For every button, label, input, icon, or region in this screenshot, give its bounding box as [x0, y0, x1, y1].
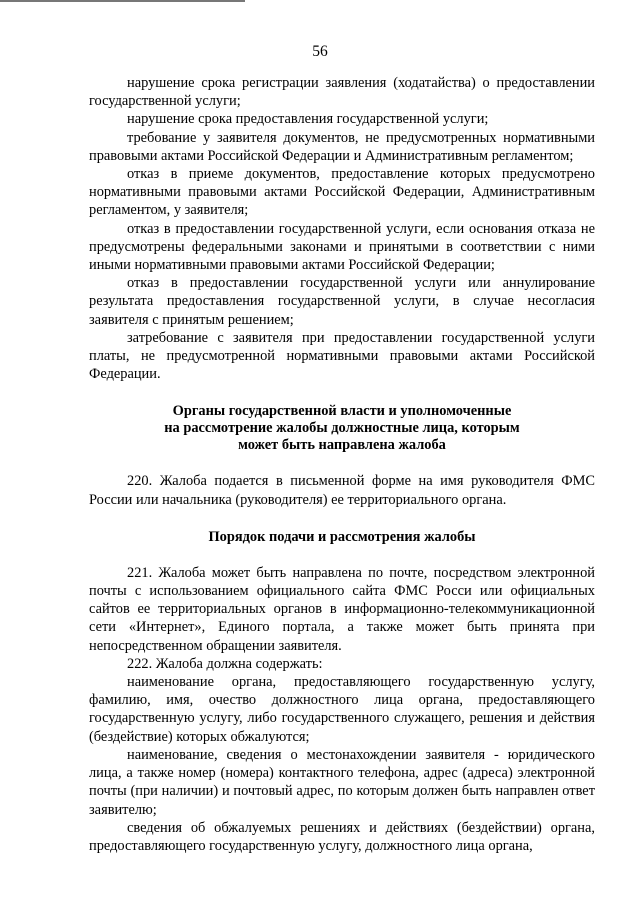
paragraph: наименование органа, предоставляющего государственную услугу, фамилию, имя, очество должностного лица органа, предоставляющего государственную услугу, либо государственного служащего, решения и действия (бездействие) которых обжалуются;	[89, 674, 595, 745]
paragraph: затребование с заявителя при предоставлении государственной услуги платы, не предусмотренной нормативными правовыми актами Российской Федерации.	[89, 329, 595, 383]
paragraph: отказ в приеме документов, предоставление которых предусмотрено нормативными правовыми актами Российской Федерации, Административным регламентом, у заявителя;	[89, 166, 595, 219]
paragraph: отказ в предоставлении государственной услуги, если основания отказа не предусмотрены федеральными законами и принятыми в соответствии с ними иными нормативными правовыми актами Российской Федерации;	[89, 220, 595, 274]
section-heading-complaint-recipients	[89, 403, 595, 454]
heading-line: может быть направлена жалоба	[238, 437, 446, 454]
paragraph: отказ в предоставлении государственной услуги или аннулирование результата предоставления государственной услуги, в случае несогласия заявителя с принятым решением;	[89, 275, 595, 328]
heading-line: на рассмотрение жалобы должностные лица, которым	[164, 420, 520, 437]
page-number: 56	[312, 43, 328, 60]
paragraph: наименование, сведения о местонахождении заявителя - юридического лица, а также номер (номера) контактного телефона, адрес (адреса) электронной почты (при наличии) и почтовый адрес, по которым должен быть направлен ответ заявителю;	[89, 746, 595, 818]
heading-line: Органы государственной власти и уполномоченные	[172, 403, 512, 420]
paragraph-222: 222. Жалоба должна содержать:	[127, 655, 323, 672]
paragraph: нарушение срока регистрации заявления (ходатайства) о предоставлении государственной услуги;	[89, 75, 595, 110]
section-heading-complaint-procedure: Порядок подачи и рассмотрения жалобы	[208, 528, 476, 545]
top-edge-line	[0, 0, 245, 2]
paragraph: сведения об обжалуемых решениях и действиях (бездействии) органа, предоставляющего государственную услугу, должностного лица органа,	[89, 819, 595, 854]
paragraph: требование у заявителя документов, не предусмотренных нормативными правовыми актами Российской Федерации и Административным регламентом;	[89, 129, 595, 164]
paragraph-220: 220. Жалоба подается в письменной форме на имя руководителя ФМС России или начальника (руководителя) ее территориального органа.	[89, 473, 595, 508]
paragraph: нарушение срока предоставления государственной услуги;	[127, 111, 489, 128]
paragraph-221: 221. Жалоба может быть направлена по почте, посредством электронной почты с использованием официального сайта ФМС Росси или официальных сайтов ее территориальных органов в информационно-телекоммуникационной сети «Интернет», Единого портала, а также может быть принята при непосредственном обращении заявителя.	[89, 564, 595, 654]
document-body	[89, 74, 595, 855]
